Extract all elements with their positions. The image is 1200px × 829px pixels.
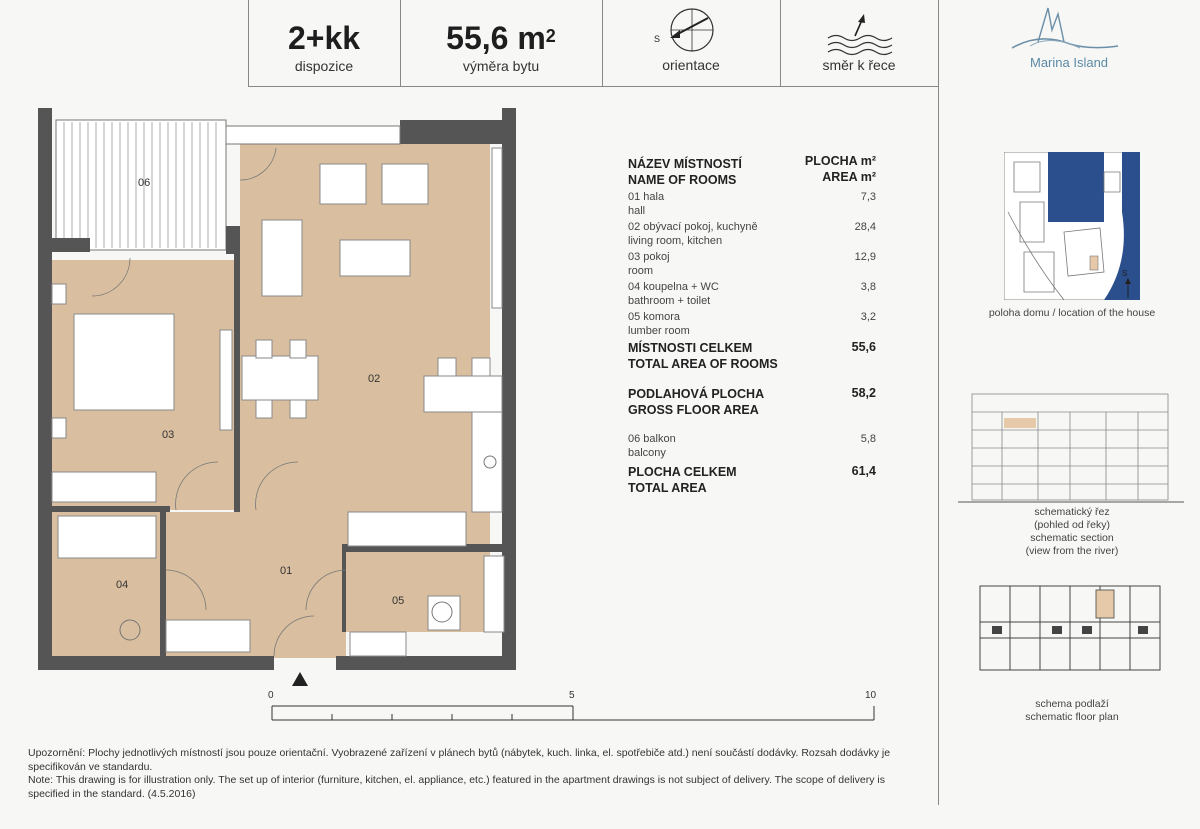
balcony-row: [628, 432, 876, 464]
schematic-floor-plan: [970, 582, 1172, 678]
room-name-cz: 02 obývací pokoj, kuchyně: [628, 221, 758, 233]
column-divider: [938, 0, 939, 805]
section-caption-line: (view from the river): [1025, 545, 1119, 557]
room-name-en: room: [628, 265, 654, 277]
room-label-04: 04: [116, 579, 129, 591]
total-area-en: TOTAL AREA: [628, 481, 707, 495]
rooms-table: [628, 156, 876, 498]
room-02-floor: [240, 144, 490, 548]
river-waves-icon: [824, 10, 894, 56]
marina-logo-icon: [1010, 4, 1130, 56]
area-unit-sup: 2: [545, 26, 556, 46]
gross-area-value: 58,2: [851, 386, 876, 400]
gross-area-en: GROSS FLOOR AREA: [628, 403, 759, 417]
gross-area-cz: PODLAHOVÁ PLOCHA: [628, 387, 765, 401]
room-name-en: hall: [628, 205, 646, 217]
map-compass-letter: S: [1122, 269, 1128, 278]
window-strip: [226, 126, 400, 144]
location-caption: poloha domu / location of the house: [988, 307, 1156, 319]
layout-cell: [248, 0, 400, 86]
total-rooms-value: 55,6: [851, 340, 876, 354]
table-header-name-en: NAME OF ROOMS: [628, 173, 737, 187]
table-header-area-cz: PLOCHA m²: [804, 154, 876, 168]
table-row: [628, 220, 876, 250]
table-row: [628, 310, 876, 340]
room-name-cz: 01 hala: [628, 191, 665, 203]
room-name-cz: 04 koupelna + WC: [628, 281, 719, 293]
layout-label: dispozice: [294, 58, 354, 74]
area-cell: [400, 0, 602, 86]
section-caption-line: (pohled od řeky): [1034, 519, 1110, 531]
room-label-01: 01: [280, 565, 293, 577]
room-name-en: bathroom + toilet: [628, 295, 711, 307]
room-area: 7,3: [860, 191, 876, 203]
compass-letter: S: [654, 34, 661, 44]
room-name-cz: 05 komora: [628, 311, 680, 323]
total-area-value: 61,4: [851, 464, 876, 478]
room-name-en: living room, kitchen: [628, 235, 723, 247]
room-label-03: 03: [162, 429, 175, 441]
area-value: 55,6 m: [446, 20, 546, 56]
area-label: výměra bytu: [462, 58, 540, 74]
total-area-row: [628, 464, 876, 498]
location-map: [1004, 152, 1140, 300]
floorplan-caption: [960, 698, 1184, 724]
floorplan-caption-line: schematic floor plan: [1025, 711, 1119, 723]
river-cell: [780, 0, 938, 86]
schematic-section: [958, 390, 1184, 506]
room-label-06: 06: [138, 177, 151, 189]
orientation-label: orientace: [662, 57, 720, 73]
logo-text: Marina Island: [1030, 55, 1109, 70]
table-header-area-en: AREA m²: [822, 170, 876, 184]
scale-tick-0: 0: [268, 690, 274, 701]
layout-value: 2+kk: [287, 20, 361, 56]
room-name-en: lumber room: [628, 325, 690, 337]
disclaimer-note: [28, 747, 898, 801]
river-label: směr k řece: [822, 57, 896, 73]
compass-icon: [652, 6, 722, 54]
balcony-cz: 06 balkon: [628, 433, 676, 445]
section-caption-line: schematic section: [1030, 532, 1114, 544]
balcony-value: 5,8: [860, 433, 876, 445]
section-caption-line: schematický řez: [1034, 506, 1110, 518]
room-area: 3,2: [860, 311, 876, 323]
floorplan-caption-line: schema podlaží: [1035, 698, 1109, 710]
total-rooms-row: [628, 340, 876, 386]
room-name-cz: 03 pokoj: [628, 251, 670, 263]
room-area: 28,4: [854, 221, 876, 233]
scale-bar: [260, 686, 890, 726]
gross-area-row: [628, 386, 876, 432]
room-area: 3,8: [860, 281, 876, 293]
room-05-floor: [346, 552, 490, 632]
total-rooms-cz: MÍSTNOSTI CELKEM: [628, 341, 753, 355]
table-row: [628, 190, 876, 220]
header-bottom-rule: [248, 86, 938, 87]
section-caption: [960, 506, 1184, 558]
room-label-05: 05: [392, 595, 405, 607]
total-area-cz: PLOCHA CELKEM: [628, 465, 737, 479]
table-row: [628, 250, 876, 280]
scale-tick-10: 10: [865, 690, 877, 701]
total-rooms-en: TOTAL AREA OF ROOMS: [628, 357, 778, 371]
floor-plan: [30, 100, 530, 700]
orientation-cell: [602, 0, 780, 86]
entrance-marker-icon: [292, 672, 308, 686]
table-row: [628, 280, 876, 310]
room-label-02: 02: [368, 373, 381, 385]
scale-tick-5: 5: [569, 690, 575, 701]
room-area: 12,9: [854, 251, 876, 263]
note-en: Note: This drawing is for illustration only. The set up of interior (furniture, kitchen, el. appliance, etc.) featured in the apartment drawings is not subject of delivery. The scope of delivery is specified in the standard. (4.5.2016): [28, 774, 885, 800]
table-header-name-cz: NÁZEV MÍSTNOSTÍ: [628, 157, 742, 171]
note-cz: Upozornění: Plochy jednotlivých místností jsou pouze orientační. Vyobrazené zařízení v plánech bytů (nábytek, kuch. linka, el. spotřebiče atd.) není součástí dodávky. Rozsah dodávky je specifikován ve standardu.: [28, 747, 891, 773]
balcony-en: balcony: [628, 447, 666, 459]
